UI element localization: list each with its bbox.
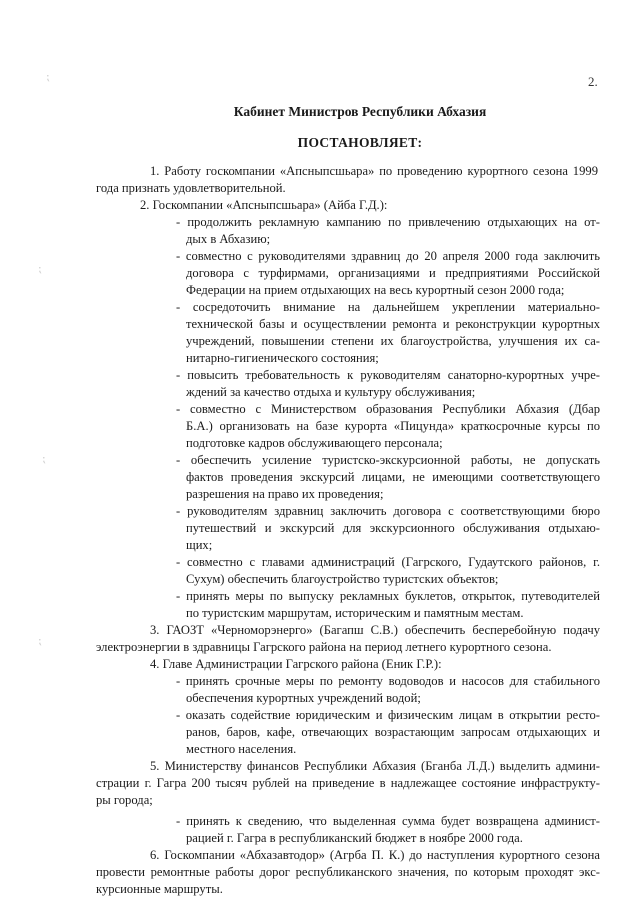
list-item-line: договора с турфирмами, организациями и предприятиями Российской — [186, 266, 600, 280]
list-item-line: Сухум) обеспечить благоустройство туристских объектов; — [186, 572, 499, 586]
list-item-line: - обеспечить усиление туристско-экскурсионной работы, не допускать — [176, 453, 600, 467]
list-item-line: обеспечения курортных учреждений водой; — [186, 691, 421, 705]
list-item-line: - совместно с руководителями здравниц до 20 апреля 2000 года заключить — [176, 249, 600, 263]
decree-heading: ПОСТАНОВЛЯЕТ: — [297, 135, 423, 150]
list-item-line: ждений за качество отдыха и культуру обслуживания; — [186, 385, 476, 399]
page-number: 2. — [588, 74, 598, 89]
list-item-line: рацией г. Гагра в республиканский бюджет в ноябре 2000 года. — [186, 831, 523, 845]
paragraph-line: 2. Госкомпании «Апсныпсшьара» (Айба Г.Д.): — [140, 198, 388, 212]
list-item-line: - продолжить рекламную кампанию по привлечению отдыхающих на от- — [176, 215, 600, 229]
scan-mark-icon: ⁏ — [38, 263, 42, 275]
list-item-line: - совместно с Министерством образования Республики Абхазия (Дбар — [176, 402, 600, 416]
paragraph-line: 6. Госкомпании «Абхазавтодор» (Агрба П. К.) до наступления курортного сезона — [150, 848, 600, 862]
list-item-line: по туристским маршрутам, историческим и памятным местам. — [186, 606, 524, 620]
organization-heading: Кабинет Министров Республики Абхазия — [233, 104, 487, 119]
list-item-line: нитарно-гигиенического состояния; — [186, 351, 379, 365]
list-item-line: Б.А.) организовать на базе курорта «Пицунда» краткосрочные курсы по — [186, 419, 600, 433]
paragraph-line: 1. Работу госкомпании «Апсныпсшьара» по проведению курортного сезона 1999 — [150, 164, 598, 178]
list-item-line: - сосредоточить внимание на дальнейшем укреплении материально- — [176, 300, 600, 314]
list-item-line: щих; — [186, 538, 213, 552]
paragraph-line: 3. ГАОЗТ «Черноморэнерго» (Багапш С.В.) обеспечить бесперебойную подачу — [150, 623, 600, 637]
list-item-line: - принять срочные меры по ремонту водоводов и насосов для стабильного — [176, 674, 600, 688]
list-item-line: - руководителям здравниц заключить договора с соответствующими бюро — [176, 504, 600, 518]
paragraph-line: курсионные маршруты. — [96, 882, 223, 896]
paragraph-line: 5. Министерству финансов Республики Абхазия (Бганба Л.Д.) выделить админи- — [150, 759, 600, 773]
list-item-line: - повысить требовательность к руководителям санаторно-курортных учре- — [176, 368, 600, 382]
paragraph-line: электроэнергии в здравницы Гагрского района на период летнего курортного сезона. — [96, 640, 552, 654]
list-item-line: - принять меры по выпуску рекламных буклетов, открыток, путеводителей — [176, 589, 600, 603]
list-item-line: - принять к сведению, что выделенная сумма будет возвращена админист- — [176, 814, 600, 828]
list-item-line: учреждений, повышении степени их благоустройства, улучшения их са- — [186, 334, 600, 348]
scan-mark-icon: ⁏ — [46, 71, 50, 83]
list-item-line: технической базы и осуществлении ремонта и реконструкции курортных — [186, 317, 600, 331]
paragraph-line: страции г. Гагра 200 тысяч рублей на приведение в надлежащее состояние инфраструкту- — [96, 776, 600, 790]
paragraph-line: провести ремонтные работы дорог республиканского значения, по которым проходят экс- — [96, 865, 600, 879]
paragraph-line: года признать удовлетворительной. — [96, 181, 286, 195]
list-item-line: - совместно с главами администраций (Гагрского, Гудаутского районов, г. — [176, 555, 600, 569]
list-item-line: фактов проведения экскурсий лицами, не имеющими соответствующего — [186, 470, 600, 484]
list-item-line: путешествий и экскурсий для экскурсионного обслуживания отдыхаю- — [186, 521, 600, 535]
list-item-line: подготовке кадров обслуживающего персонала; — [186, 436, 443, 450]
scan-mark-icon: ⁏ — [38, 635, 42, 647]
scan-mark-icon: ⁏ — [42, 453, 46, 465]
list-item-line: ранов, баров, кафе, отвечающих возрастающим запросам отдыхающих и — [186, 725, 600, 739]
list-item-line: Федерации на прием отдыхающих на весь курортный сезон 2000 года; — [186, 283, 565, 297]
paragraph-line: ры города; — [96, 793, 153, 807]
list-item-line: дых в Абхазию; — [186, 232, 271, 246]
paragraph-line: 4. Главе Администрации Гагрского района (Еник Г.Р.): — [150, 657, 442, 671]
list-item-line: - оказать содействие юридическим и физическим лицам в открытии ресто- — [176, 708, 600, 722]
list-item-line: местного населения. — [186, 742, 297, 756]
list-item-line: разрешения на право их проведения; — [186, 487, 384, 501]
